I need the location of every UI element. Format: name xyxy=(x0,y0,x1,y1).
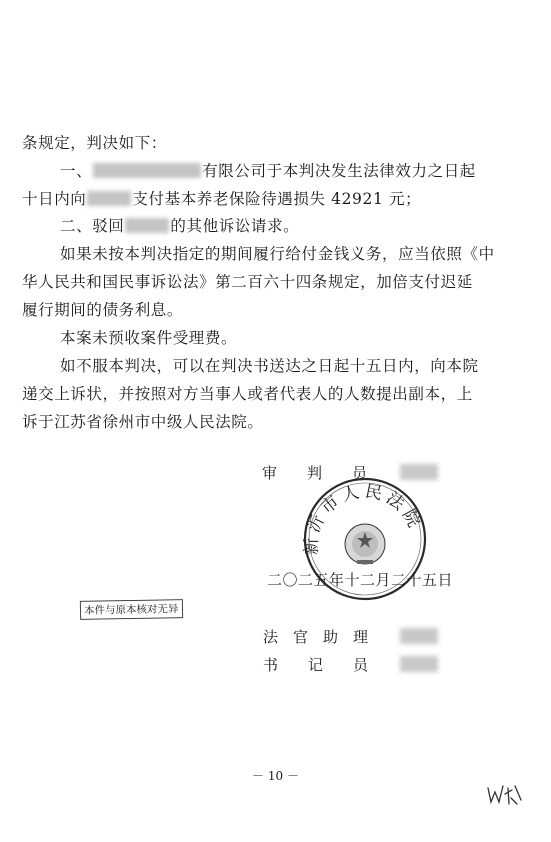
clerk-name-redacted xyxy=(400,656,438,672)
svg-text:新沂市人民法院: 新沂市人民法院 xyxy=(301,481,426,556)
interest-paragraph-line-1: 如果未按本判决指定的期间履行给付金钱义务，应当依照《中 xyxy=(60,245,495,263)
clerk-label: 书 记 员 xyxy=(263,656,369,674)
judgment-item-1-cont: 十日内向 支付基本养老保险待遇损失 42921 元； xyxy=(22,190,422,208)
judgment-item-1: 一、 有限公司于本判决发生法律效力之日起 xyxy=(60,162,476,180)
redacted-plaintiff-name-2 xyxy=(125,218,169,233)
fee-paragraph: 本案未预收案件受理费。 xyxy=(60,329,238,347)
copy-verification-stamp: 本件与原本核对无异 xyxy=(80,599,183,620)
judgment-date: 二〇二五年十二月二十五日 xyxy=(267,571,454,589)
handwritten-initials-icon xyxy=(485,780,525,808)
appeal-paragraph-line-3: 诉于江苏省徐州市中级人民法院。 xyxy=(22,413,264,431)
judgment-item-2: 二、驳回 的其他诉讼请求。 xyxy=(60,217,300,235)
appeal-paragraph-line-1: 如不服本判决，可以在判决书送达之日起十五日内，向本院 xyxy=(60,357,479,375)
redacted-company-name xyxy=(93,163,201,178)
body-line-1: 条规定，判决如下： xyxy=(22,134,167,152)
judge-assistant-label: 法 官 助 理 xyxy=(263,628,369,646)
page-number: － 10 － xyxy=(252,769,299,783)
assistant-name-redacted xyxy=(400,628,438,644)
appeal-paragraph-line-2: 递交上诉状，并按照对方当事人或者代表人的人数提出副本，上 xyxy=(22,385,473,403)
judge-label: 审 判 员 xyxy=(262,464,368,482)
interest-paragraph-line-3: 履行期间的债务利息。 xyxy=(22,301,184,319)
redacted-plaintiff-name xyxy=(87,191,131,206)
national-emblem-icon xyxy=(345,524,385,564)
interest-paragraph-line-2: 华人民共和国民事诉讼法》第二百六十四条规定，加倍支付迟延 xyxy=(22,273,473,291)
